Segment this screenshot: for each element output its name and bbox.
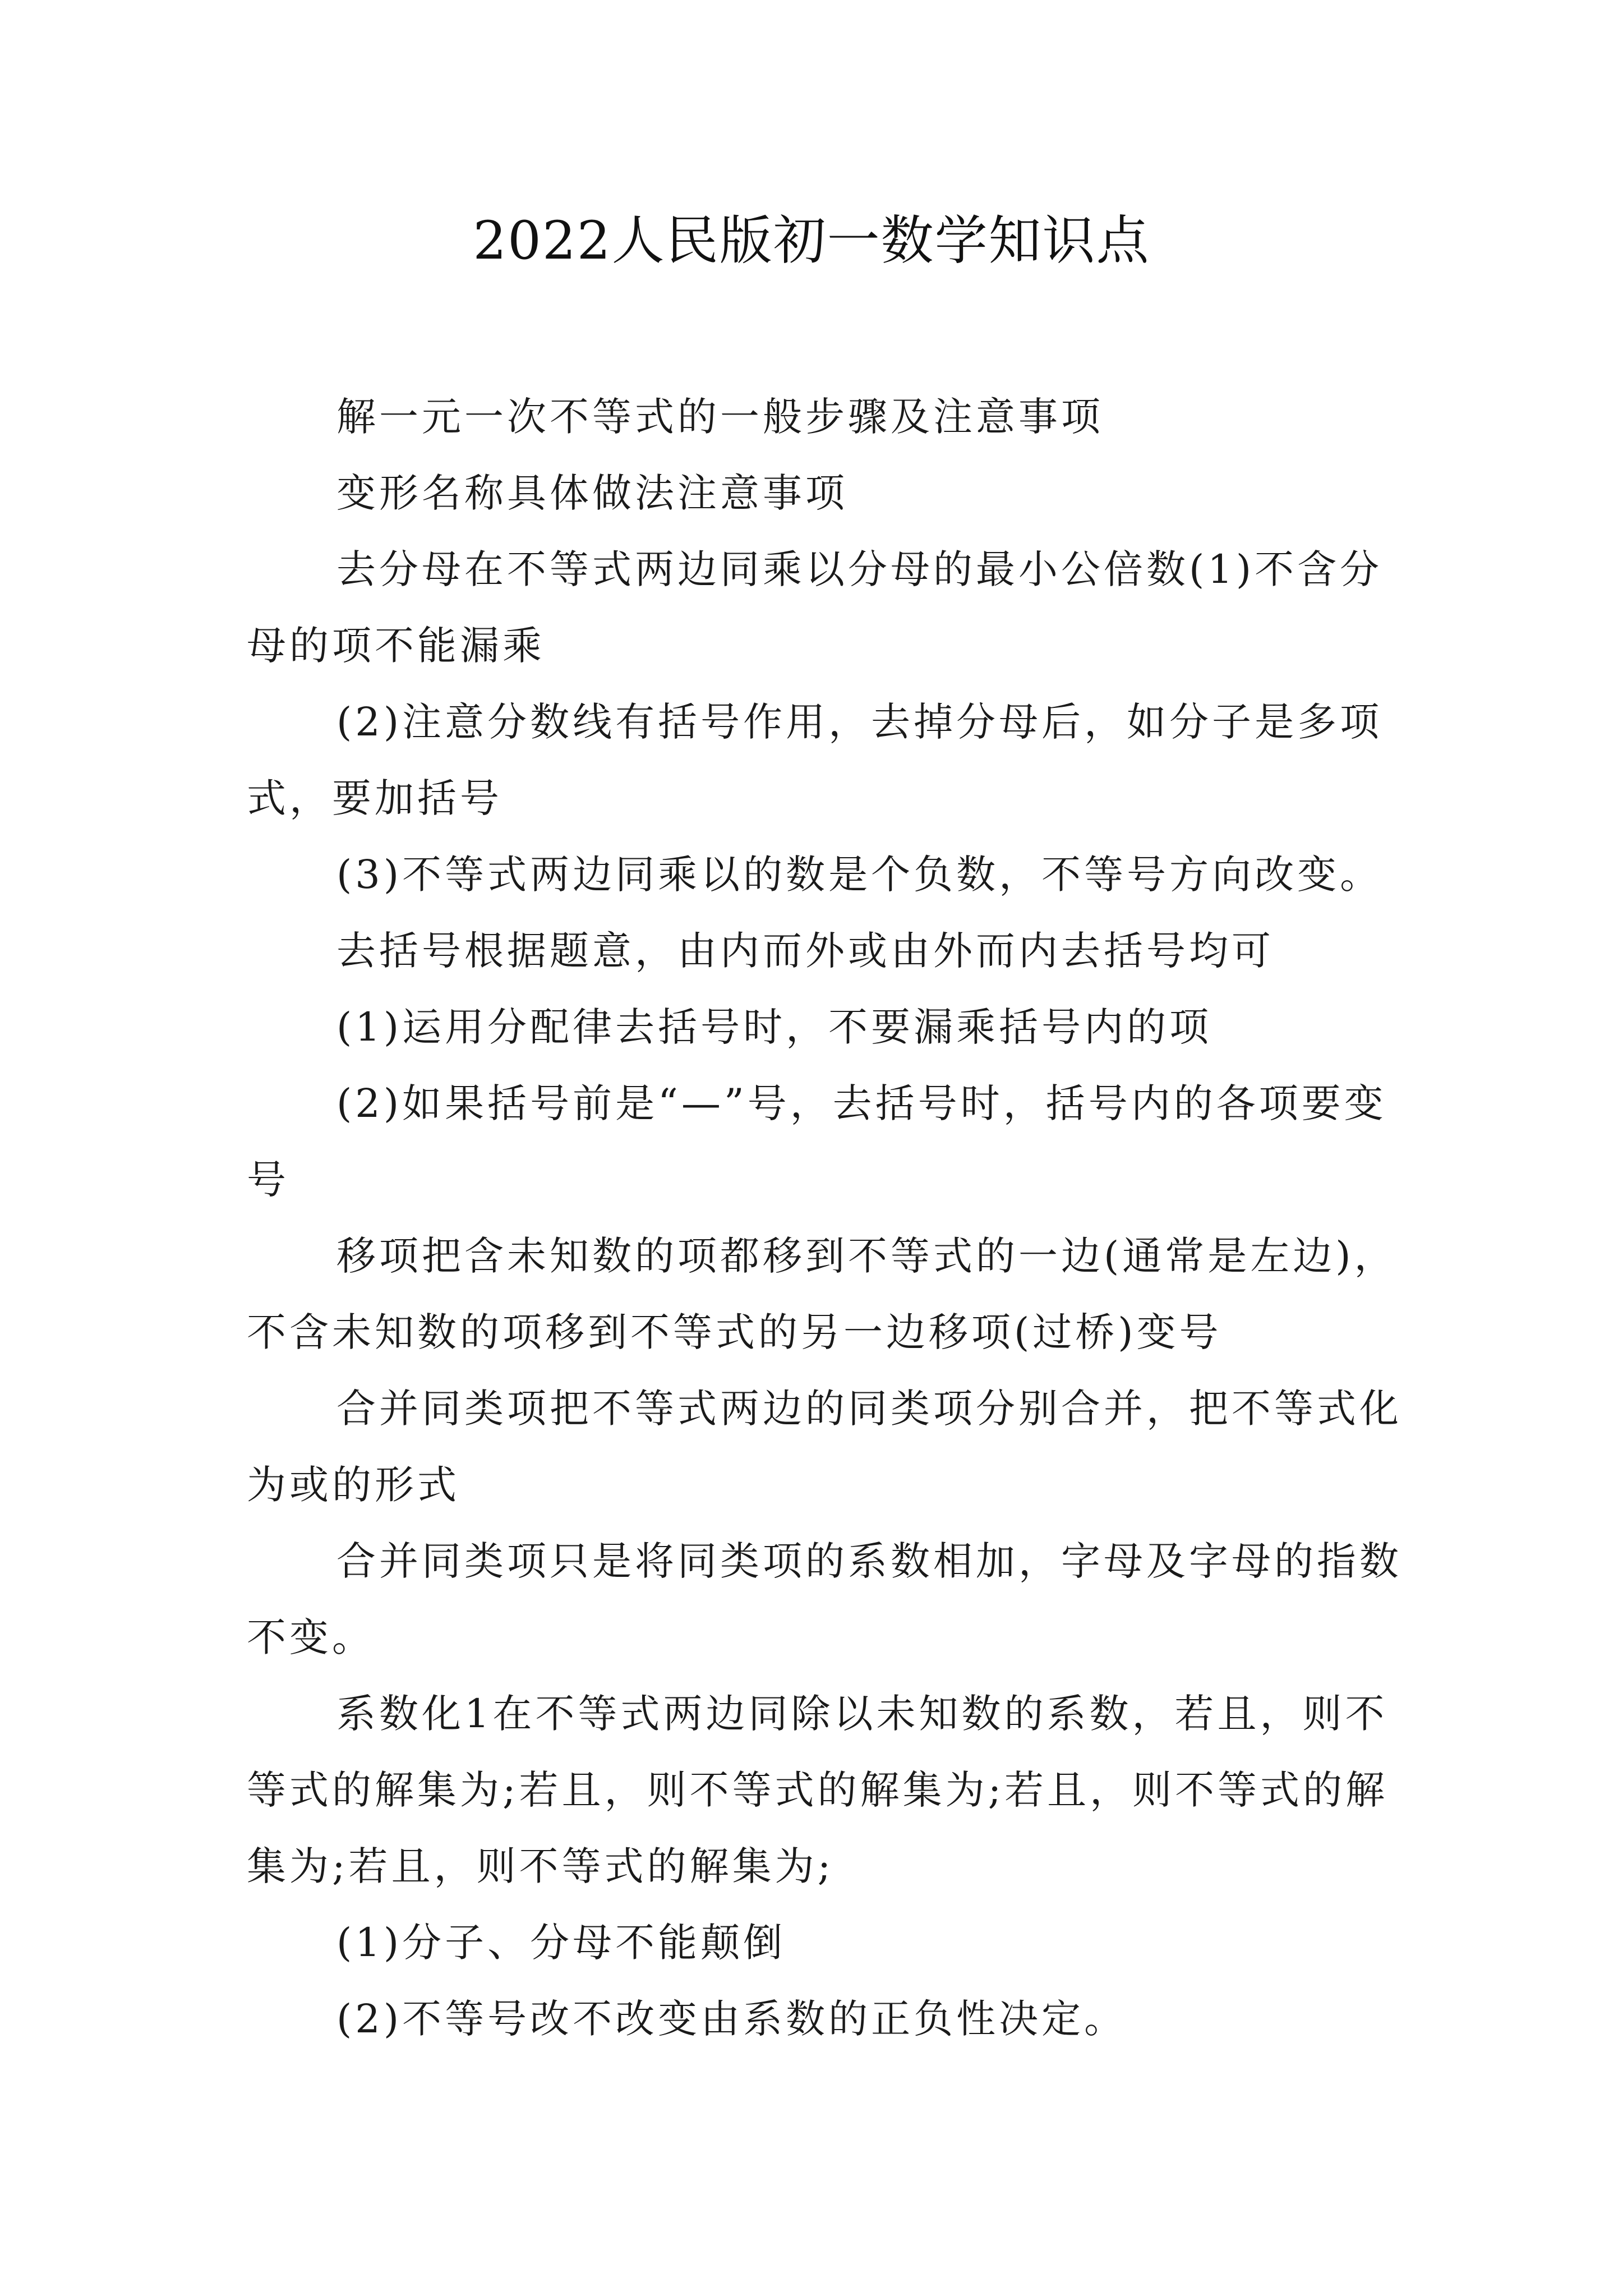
paragraph: 合并同类项把不等式两边的同类项分别合并，把不等式化为或的形式	[247, 1386, 1402, 1508]
paragraph: (1)分子、分母不能颠倒	[336, 1920, 786, 1966]
paragraph: 去括号根据题意，由内而外或由外而内去括号均可	[336, 928, 1274, 974]
paragraph: (3)不等式两边同乘以的数是个负数，不等号方向改变。	[336, 852, 1383, 898]
paragraph: 去分母在不等式两边同乘以分母的最小公倍数(1)不含分母的项不能漏乘	[247, 546, 1383, 669]
paragraph: 移项把含未知数的项都移到不等式的一边(通常是左边)，不含未知数的项移到不等式的另一边移项(过桥)变号	[247, 1233, 1397, 1355]
paragraph: 系数化1在不等式两边同除以未知数的系数，若且，则不等式的解集为;若且，则不等式的解集为;若且，则不等式的解集为;若且，则不等式的解集为;	[247, 1691, 1389, 1889]
paragraph: 变形名称具体做法注意事项	[336, 470, 848, 516]
paragraph: (2)如果括号前是“—”号，去括号时，括号内的各项要变号	[247, 1080, 1387, 1203]
paragraph: 合并同类项只是将同类项的系数相加，字母及字母的指数不变。	[247, 1538, 1402, 1660]
paragraph: (2)不等号改不改变由系数的正负性决定。	[336, 1996, 1127, 2042]
document-title: 2022人民版初一数学知识点	[473, 210, 1150, 272]
document-body	[247, 379, 1402, 2057]
paragraph: (2)注意分数线有括号作用，去掉分母后，如分子是多项式，要加括号	[247, 699, 1383, 821]
paragraph: 解一元一次不等式的一般步骤及注意事项	[336, 394, 1104, 440]
paragraph: (1)运用分配律去括号时，不要漏乘括号内的项	[336, 1004, 1212, 1050]
